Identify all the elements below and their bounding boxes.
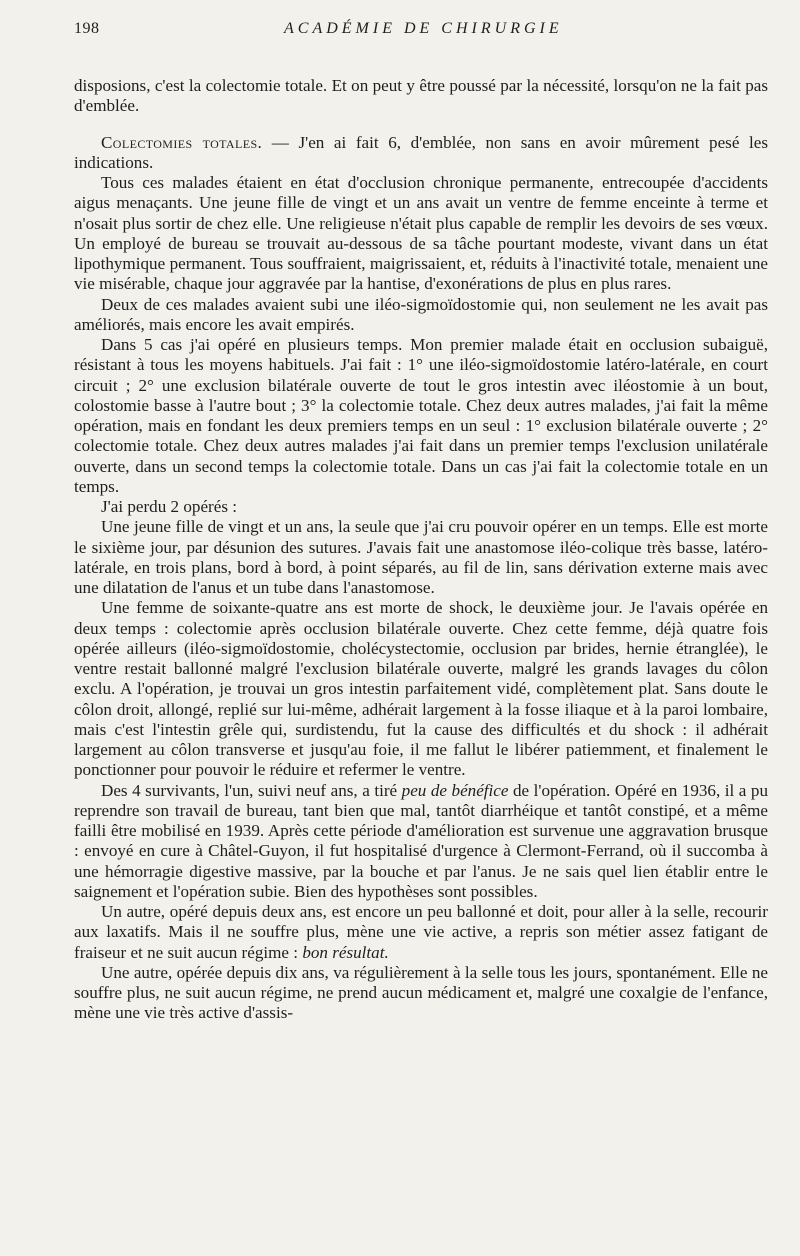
section-heading: Colectomies totales.	[101, 132, 263, 152]
body-text	[74, 76, 768, 1024]
paragraph: Une femme de soixante-quatre ans est morte de shock, le deuxième jour. Je l'avais opérée en deux temps : colectomie après occlusion bilatérale ouverte. Chez cette femme, déjà quatre fois opérée ailleurs (iléo-sigmoïdostomie, cholécystectomie, occlusion par brides, hernie étranglée), le ventre restait ballonné malgré l'exclusion bilatérale ouverte, malgré les grands lavages du côlon exclu. A l'opération, je trouvai un gros intestin parfaitement vidé, complètement plat. Sans doute le côlon droit, allongé, replié sur lui-même, adhérait largement à la fosse iliaque et à la paroi lombaire, mais c'est l'intestin grêle qui, surdistendu, fut la cause des difficultés et du shock : il adhérait largement au côlon transverse et jusqu'au foie, il me fallut le libérer patiemment, et finalement le ponctionner pour pouvoir le réduire et refermer le ventre.	[74, 598, 768, 780]
paragraph-text: Un autre, opéré depuis deux ans, est encore un peu ballonné et doit, pour aller à la selle, recourir aux laxatifs. Mais il ne souffre plus, mène une vie active, a repris son métier assez fatigant de fraiseur et ne suit aucun régime :	[74, 902, 768, 962]
running-head: ACADÉMIE DE CHIRURGIE	[284, 20, 563, 37]
emphasis-text: peu de bénéfice	[401, 780, 509, 800]
paragraph-survivants	[74, 781, 768, 903]
paragraph-bon-resultat	[74, 902, 768, 963]
paragraph: Une autre, opérée depuis dix ans, va régulièrement à la selle tous les jours, spontanément. Elle ne souffre plus, ne suit aucun régime, ne prend aucun médicament et, malgré une coxalgie de l'enfance, mène une vie très active d'assis-	[74, 962, 768, 1023]
paragraph-text: de l'opération. Opéré en 1936, il a pu reprendre son travail de bureau, tant bien que mal, tantôt diarrhéique et tantôt constipé, et a même failli être mobilisé en 1939. Après cette période d'amélioration est survenue une aggravation brusque : envoyé en cure à Châtel-Guyon, il fut hospitalisé d'urgence à Clermont-Ferrand, où il succomba à une hémorragie digestive massive, par la bouche et par l'anus. Je ne sais quel lien établir entre le saignement et l'opération subie. Bien des hypothèses sont possibles.	[74, 780, 768, 901]
paragraph-text: — J'en ai fait 6, d'emblée, non sans en avoir mûrement pesé les indications.	[74, 132, 768, 172]
paragraph-text: Des 4 survivants, l'un, suivi neuf ans, a tiré	[101, 780, 402, 800]
paragraph: Une jeune fille de vingt et un ans, la seule que j'ai cru pouvoir opérer en un temps. Elle est morte le sixième jour, par désunion des sutures. J'avais fait une anastomose iléo-colique très basse, latéro-latérale, en trois plans, bord à bord, à point séparés, au fil de lin, sans dérivation externe mais avec une dilatation de l'anus et un tube dans l'anastomose.	[74, 517, 768, 597]
paragraph-colectomies-totales	[74, 133, 768, 174]
emphasis-text: bon résultat.	[302, 942, 389, 962]
page-header	[74, 20, 768, 42]
paragraph: Tous ces malades étaient en état d'occlusion chronique permanente, entrecoupée d'accidents aigus menaçants. Une jeune fille de vingt et un ans avait un ventre de femme enceinte à terme et n'osait plus sortir de chez elle. Une religieuse n'était plus capable de remplir les devoirs de ses vœux. Un employé de bureau se trouvait au-dessous de sa tâche pourtant modeste, vivant dans un état lipothymique permanent. Tous souffraient, maigrissaient, et, réduits à l'inactivité totale, menaient une vie misérable, chaque jour aggravée par la hantise, d'exonérations de plus en plus rares.	[74, 173, 768, 294]
paragraph: Dans 5 cas j'ai opéré en plusieurs temps. Mon premier malade était en occlusion subaiguë, résistant à tous les moyens habituels. J'ai fait : 1° une iléo-sigmoïdostomie latéro-latérale, en court circuit ; 2° une exclusion bilatérale ouverte de tout le gros intestin avec iléostomie à un bout, colostomie basse à l'autre bout ; 3° la colectomie totale. Chez deux autres malades, j'ai fait la même opération, mais en fondant les deux premiers temps en un seul : 1° exclusion bilatérale ouverte ; 2° colectomie totale. Chez deux autres malades j'ai fait dans un premier temps l'exclusion unilatérale ouverte, dans un second temps la colectomie totale. Dans un cas j'ai fait la colectomie totale en un temps.	[74, 335, 768, 496]
paragraph: J'ai perdu 2 opérés :	[101, 497, 237, 516]
page-number: 198	[74, 20, 100, 37]
paragraph: Deux de ces malades avaient subi une iléo-sigmoïdostomie qui, non seulement ne les avait pas améliorés, mais encore les avait empirés.	[74, 294, 768, 334]
paragraph-continuation: disposions, c'est la colectomie totale. Et on peut y être poussé par la nécessité, lorsqu'on ne la fait pas d'emblée.	[74, 76, 768, 116]
